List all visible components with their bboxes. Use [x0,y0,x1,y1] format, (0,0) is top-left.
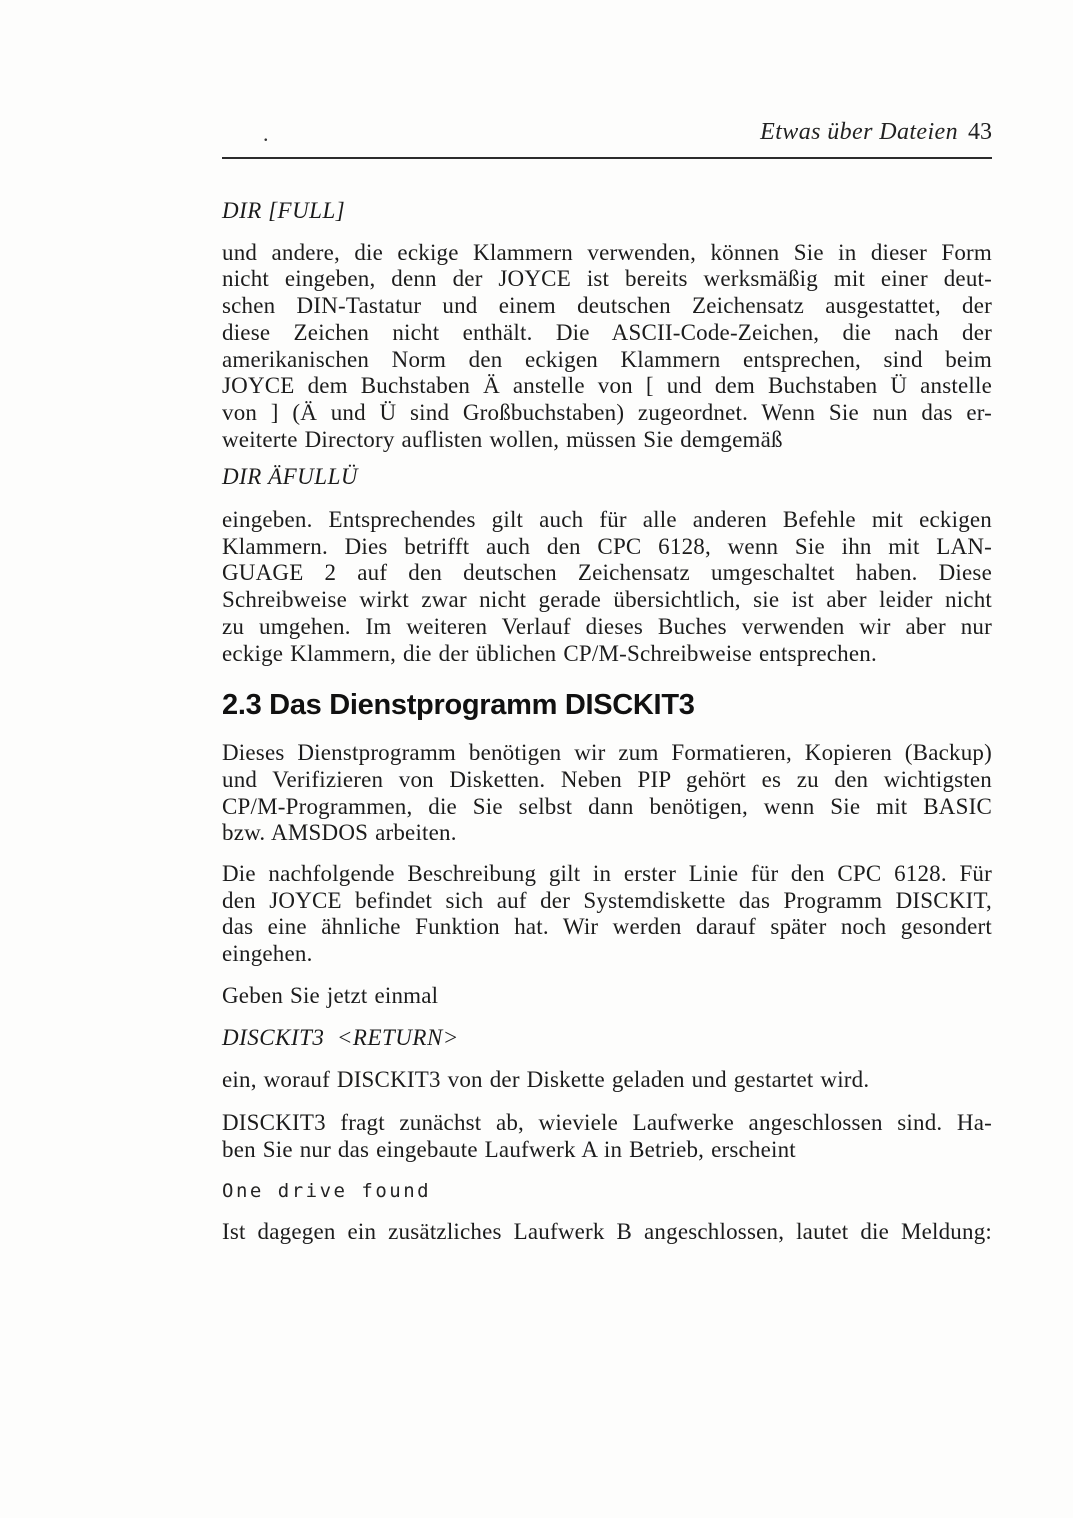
paragraph-line: ein, worauf DISCKIT3 von der Diskette geladen und gestartet wird. [222,1067,870,1093]
paragraph-ascii-brackets [222,240,992,454]
paragraph-line: JOYCE dem Buchstaben Ä anstelle von [ und dem Buchstaben Ü anstelle [222,373,992,399]
paragraph-nachfolgende-beschreibung [222,861,992,968]
paragraph-line: und Verifizieren von Disketten. Neben PIP gehört es zu den wichtigsten [222,766,992,792]
paragraph-line: diese Zeichen nicht enthält. Die ASCII-Code-Zeichen, die nach der [222,319,992,345]
paragraph-line: Klammern. Dies betrifft auch den CPC 6128, wenn Sie ihn mit LAN- [222,533,992,559]
paragraph-line: weiterte Directory auflisten wollen, müssen Sie demgemäß [222,426,783,452]
paragraph-disckit3-fragt [222,1110,992,1163]
paragraph-ein-worauf [222,1067,992,1094]
paragraph-ist-dagegen [222,1219,992,1246]
text-column [222,0,992,1246]
paragraph-line: Ist dagegen ein zusätzliches Laufwerk B angeschlossen, lautet die Meldung: [222,1219,992,1245]
stray-dot-artifact: . [263,121,269,146]
terminal-output-one-drive-found: One drive found [222,1180,432,1203]
paragraph-line: zu umgehen. Im weiteren Verlauf dieses Buches verwenden wir aber nur [222,613,992,639]
command-dir-full: DIR [FULL] [222,198,346,223]
running-header [222,118,992,146]
paragraph-line: eingeben. Entsprechendes gilt auch für alle anderen Befehle mit eckigen [222,507,992,533]
paragraph-line: Die nachfolgende Beschreibung gilt in erster Linie für den CPC 6128. Für [222,861,992,887]
paragraph-line: den JOYCE befindet sich auf der Systemdiskette das Programm DISCKIT, [222,887,992,913]
paragraph-line: eingehen. [222,941,313,967]
page-content [222,159,992,1246]
paragraph-geben-sie [222,983,992,1010]
running-header-chapter-title: Etwas über Dateien [760,119,958,145]
paragraph-line: nicht eingeben, denn der JOYCE ist bereits werksmäßig mit einer deut- [222,266,992,292]
paragraph-line: das eine ähnliche Funktion hat. Wir werden darauf später noch gesondert [222,914,992,940]
paragraph-line: DISCKIT3 fragt zunächst ab, wieviele Laufwerke angeschlossen sind. Ha- [222,1109,992,1135]
paragraph-line: Schreibweise wirkt zwar nicht gerade übersichtlich, sie ist aber leider nicht [222,587,992,613]
section-heading-disckit3: 2.3 Das Dienstprogramm DISCKIT3 [222,689,695,722]
paragraph-line: ben Sie nur das eingebaute Laufwerk A in Betrieb, erscheint [222,1136,796,1162]
paragraph-line: amerikanischen Norm den eckigen Klammern entsprechen, sind beim [222,346,992,372]
paragraph-line: eckige Klammern, die der üblichen CP/M-Schreibweise entsprechen. [222,640,877,666]
paragraph-eingeben-language [222,507,992,667]
page-number: 43 [968,119,992,145]
paragraph-line: Dieses Dienstprogramm benötigen wir zum Formatieren, Kopieren (Backup) [222,740,992,766]
paragraph-line: Geben Sie jetzt einmal [222,982,439,1008]
paragraph-line: CP/M-Programmen, die Sie selbst dann benötigen, wenn Sie mit BASIC [222,793,992,819]
paragraph-line: schen DIN-Tastatur und einem deutschen Zeichensatz ausgestattet, der [222,293,992,319]
paragraph-line: von ] (Ä und Ü sind Großbuchstaben) zugeordnet. Wenn Sie nun das er- [222,399,992,425]
command-disckit3-return: DISCKIT3 <RETURN> [222,1024,459,1050]
command-dir-afullu: DIR ÄFULLÜ [222,464,358,490]
paragraph-dienstprogramm [222,740,992,847]
paragraph-line: GUAGE 2 auf den deutschen Zeichensatz umgeschaltet haben. Diese [222,560,992,586]
paragraph-line: und andere, die eckige Klammern verwenden, können Sie in dieser Form [222,239,992,265]
paragraph-line: bzw. AMSDOS arbeiten. [222,820,457,846]
